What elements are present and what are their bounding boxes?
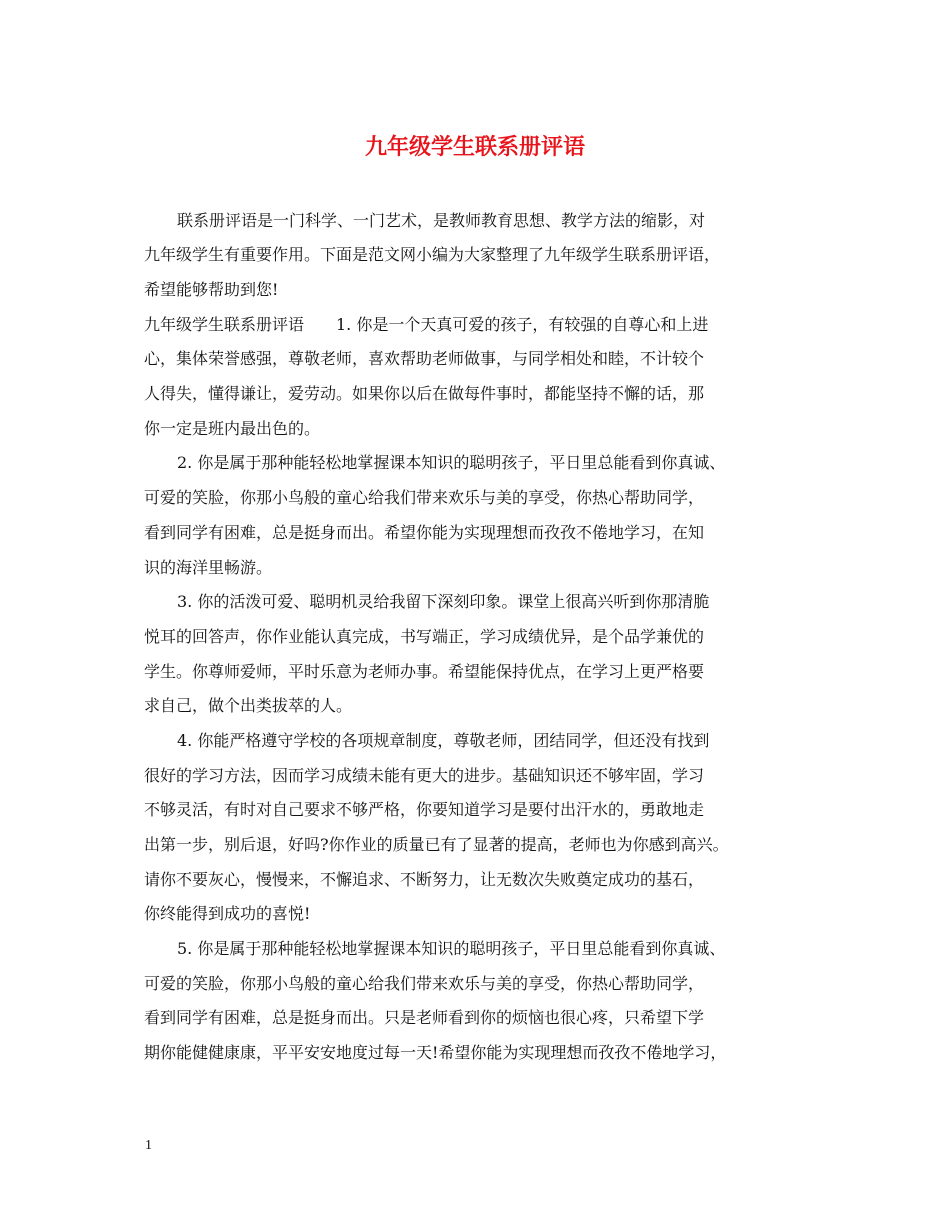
body-line: 你终能得到成功的喜悦! bbox=[144, 904, 311, 923]
body-line: 2. 你是属于那种能轻松地掌握课本知识的聪明孩子，平日里总能看到你真诚、 bbox=[177, 453, 726, 472]
body-line: 希望能够帮助到您! bbox=[144, 280, 279, 299]
body-line: 不够灵活，有时对自己要求不够严格，你要知道学习是要付出汗水的，勇敢地走 bbox=[144, 800, 705, 819]
body-line: 学生。你尊师爱师，平时乐意为老师办事。希望能保持优点，在学习上更严格要 bbox=[144, 662, 705, 681]
body-line: 可爱的笑脸，你那小鸟般的童心给我们带来欢乐与美的享受，你热心帮助同学， bbox=[144, 488, 705, 507]
body-line: 人得失，懂得谦让，爱劳动。如果你以后在做每件事时，都能坚持不懈的话，那 bbox=[144, 384, 705, 403]
body-line: 可爱的笑脸，你那小鸟般的童心给我们带来欢乐与美的享受，你热心帮助同学， bbox=[144, 974, 705, 993]
body-line: 请你不要灰心，慢慢来，不懈追求、不断努力，让无数次失败奠定成功的基石， bbox=[144, 870, 705, 889]
body-line: 3. 你的活泼可爱、聪明机灵给我留下深刻印象。课堂上很高兴听到你那清脆 bbox=[177, 592, 710, 611]
body-line: 识的海洋里畅游。 bbox=[144, 558, 273, 577]
body-line: 4. 你能严格遵守学校的各项规章制度，尊敬老师，团结同学，但还没有找到 bbox=[177, 731, 710, 750]
body-line: 看到同学有困难，总是挺身而出。希望你能为实现理想而孜孜不倦地学习，在知 bbox=[144, 523, 705, 542]
body-line: 九年级学生联系册评语 1. 你是一个天真可爱的孩子，有较强的自尊心和上进 bbox=[144, 315, 709, 334]
body-line: 九年级学生有重要作用。下面是范文网小编为大家整理了九年级学生联系册评语， bbox=[144, 245, 721, 264]
body-line: 悦耳的回答声，你作业能认真完成，书写端正，学习成绩优异，是个品学兼优的 bbox=[144, 627, 705, 646]
body-line: 很好的学习方法，因而学习成绩未能有更大的进步。基础知识还不够牢固，学习 bbox=[144, 766, 705, 785]
body-line: 联系册评语是一门科学、一门艺术，是教师教育思想、教学方法的缩影，对 bbox=[177, 211, 706, 230]
body-line: 期你能健健康康，平平安安地度过每一天!希望你能为实现理想而孜孜不倦地学习， bbox=[144, 1043, 727, 1062]
body-line: 你一定是班内最出色的。 bbox=[144, 419, 321, 438]
body-line: 5. 你是属于那种能轻松地掌握课本知识的聪明孩子，平日里总能看到你真诚、 bbox=[177, 939, 726, 958]
page-number: 1 bbox=[145, 1138, 152, 1153]
body-line: 求自己，做个出类拔萃的人。 bbox=[144, 696, 353, 715]
document-title: 九年级学生联系册评语 bbox=[364, 134, 585, 160]
body-line: 心，集体荣誉感强，尊敬老师，喜欢帮助老师做事，与同学相处和睦，不计较个 bbox=[144, 349, 705, 368]
body-line: 看到同学有困难，总是挺身而出。只是老师看到你的烦恼也很心疼，只希望下学 bbox=[144, 1008, 705, 1027]
body-line: 出第一步，别后退，好吗?你作业的质量已有了显著的提高，老师也为你感到高兴。 bbox=[144, 835, 729, 854]
